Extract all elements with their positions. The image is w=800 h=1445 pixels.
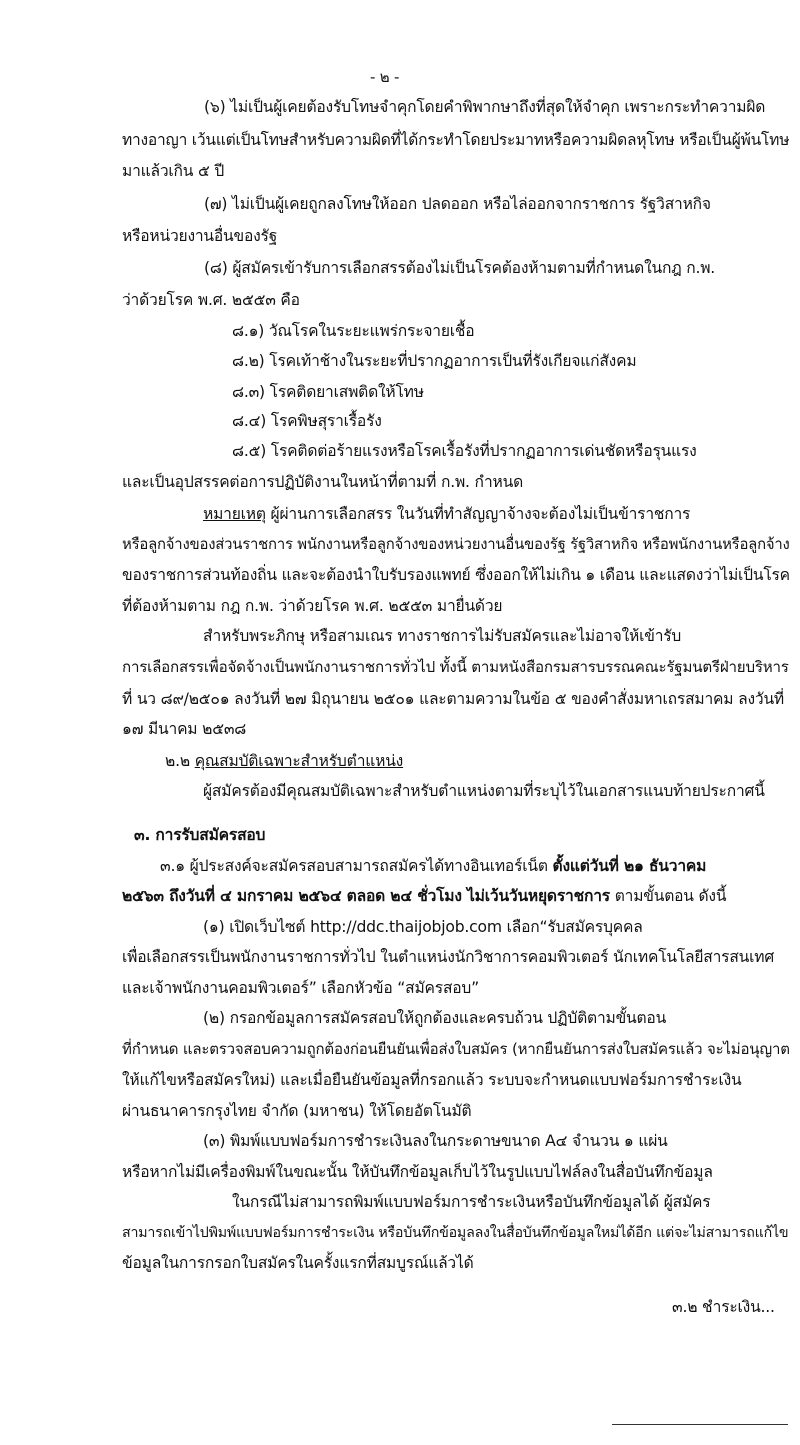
step-1-line-3: และเจ้าพนักงานคอมพิวเตอร์” เลือกหัวข้อ “สมัครสอบ” <box>122 979 480 997</box>
step-1-line-1: (๑) เปิดเว็บไซต์ http://ddc.thaijobjob.com เลือก“รับสมัครบุคคล <box>203 918 643 936</box>
monks-line-3: ที่ นว ๘๙/๒๕๐๑ ลงวันที่ ๒๗ มิถุนายน ๒๕๐๑ และตามความในข้อ ๕ ของคำสั่งมหาเถรสมาคม ลงวันที่ <box>122 690 784 708</box>
step-2-line-1: (๒) กรอกข้อมูลการสมัครสอบให้ถูกต้องและครบถ้วน ปฏิบัติตามขั้นตอน <box>203 1009 667 1027</box>
page-number: - ๒ - <box>370 68 400 86</box>
disease-continuation: และเป็นอุปสรรคต่อการปฏิบัติงานในหน้าที่ตามที่ ก.พ. กำหนด <box>122 473 524 491</box>
step-3-line-1: (๓) พิมพ์แบบฟอร์มการชำระเงินลงในกระดาษขนาด A๔ จำนวน ๑ แผ่น <box>203 1132 668 1150</box>
monks-line-2: การเลือกสรรเพื่อจัดจ้างเป็นพนักงานราชการทั่วไป ทั้งนี้ ตามหนังสือกรมสารบรรณคณะรัฐมนตรีฝ่ายบริหาร <box>122 658 789 676</box>
disease-8-4: ๘.๔) โรคพิษสุราเรื้อรัง <box>232 412 382 430</box>
continuation-marker: ๓.๒ ชำระเงิน... <box>672 1298 775 1316</box>
section-3-1-date-range: ๒๕๖๓ ถึงวันที่ ๔ มกราคม ๒๕๖๔ ตลอด ๒๔ ชั่วโมง ไม่เว้นวันหยุดราชการ <box>122 887 610 905</box>
disease-8-3: ๘.๓) โรคติดยาเสพติดให้โทษ <box>232 383 424 401</box>
qual-6-line-2: ทางอาญา เว้นแต่เป็นโทษสำหรับความผิดที่ได้กระทำโดยประมาทหรือความผิดลหุโทษ หรือเป็นผู้พ้นโทษ <box>122 131 790 149</box>
section-2-2-text: ผู้สมัครต้องมีคุณสมบัติเฉพาะสำหรับตำแหน่งตามที่ระบุไว้ในเอกสารแนบท้ายประกาศนี้ <box>203 782 765 800</box>
footer-rule <box>612 1424 788 1425</box>
qual-6-line-3: มาแล้วเกิน ๕ ปี <box>122 162 225 180</box>
fallback-line-1: ในกรณีไม่สามารถพิมพ์แบบฟอร์มการชำระเงินหรือบันทึกข้อมูลได้ ผู้สมัคร <box>232 1193 711 1211</box>
qual-6-line-1: (๖) ไม่เป็นผู้เคยต้องรับโทษจำคุกโดยคำพิพากษาถึงที่สุดให้จำคุก เพราะกระทำความผิด <box>204 98 766 116</box>
note-label: หมายเหตุ <box>203 505 266 523</box>
section-3-1-steps-intro: ตามขั้นตอน ดังนี้ <box>609 887 727 905</box>
disease-8-5: ๘.๕) โรคติดต่อร้ายแรงหรือโรคเรื้อรังที่ปรากฏอาการเด่นชัดหรือรุนแรง <box>232 442 697 460</box>
qual-7-line-1: (๗) ไม่เป็นผู้เคยถูกลงโทษให้ออก ปลดออก หรือไล่ออกจากราชการ รัฐวิสาหกิจ <box>204 195 711 213</box>
fallback-line-2: สามารถเข้าไปพิมพ์แบบฟอร์มการชำระเงิน หรือบันทึกข้อมูลลงในสื่อบันทึกข้อมูลใหม่ได้อีก แต่จะไม่สามารถแก้ไข <box>122 1225 789 1241</box>
qual-7-line-2: หรือหน่วยงานอื่นของรัฐ <box>122 227 278 245</box>
monks-line-4: ๑๗ มีนาคม ๒๕๓๘ <box>122 720 247 738</box>
note-first-text: ผู้ผ่านการเลือกสรร ในวันที่ทำสัญญาจ้างจะต้องไม่เป็นข้าราชการ <box>265 505 691 523</box>
monks-line-1: สำหรับพระภิกษุ หรือสามเณร ทางราชการไม่รับสมัครและไม่อาจให้เข้ารับ <box>203 627 682 645</box>
section-3-heading: ๓. การรับสมัครสอบ <box>134 826 266 844</box>
section-2-2-title: คุณสมบัติเฉพาะสำหรับตำแหน่ง <box>194 752 404 770</box>
section-3-1-text: ๓.๑ ผู้ประสงค์จะสมัครสอบสามารถสมัครได้ทางอินเทอร์เน็ต <box>160 857 553 875</box>
step-2-line-4: ผ่านธนาคารกรุงไทย จำกัด (มหาชน) ให้โดยอัตโนมัติ <box>122 1102 472 1120</box>
note-line-3: ของราชการส่วนท้องถิ่น และจะต้องนำใบรับรองแพทย์ ซึ่งออกให้ไม่เกิน ๑ เดือน และแสดงว่าไม่เป็นโรค <box>122 566 790 584</box>
disease-8-1: ๘.๑) วัณโรคในระยะแพร่กระจายเชื้อ <box>232 322 475 340</box>
fallback-line-3: ข้อมูลในการกรอกใบสมัครในครั้งแรกที่สมบูรณ์แล้วได้ <box>122 1254 474 1272</box>
step-1-line-2: เพื่อเลือกสรรเป็นพนักงานราชการทั่วไป ในตำแหน่งนักวิชาการคอมพิวเตอร์ นักเทคโนโลยีสารสนเทศ <box>122 948 775 966</box>
note-line-2: หรือลูกจ้างของส่วนราชการ พนักงานหรือลูกจ้างของหน่วยงานอื่นของรัฐ รัฐวิสาหกิจ หรือพนักงานหรือลูกจ้าง <box>122 535 790 553</box>
disease-8-2: ๘.๒) โรคเท้าช้างในระยะที่ปรากฏอาการเป็นที่รังเกียจแก่สังคม <box>232 352 637 370</box>
section-2-2-number: ๒.๒ <box>165 752 190 770</box>
step-3-line-2: หรือหากไม่มีเครื่องพิมพ์ในขณะนั้น ให้บันทึกข้อมูลเก็บไว้ในรูปแบบไฟล์ลงในสื่อบันทึกข้อมูล <box>122 1163 713 1181</box>
step-2-line-2: ที่กำหนด และตรวจสอบความถูกต้องก่อนยืนยันเพื่อส่งใบสมัคร (หากยืนยันการส่งใบสมัครแล้ว จะไม่อนุญาต <box>122 1040 790 1058</box>
qual-8-line-2: ว่าด้วยโรค พ.ศ. ๒๕๕๓ คือ <box>122 291 300 309</box>
note-line-1 <box>203 503 690 525</box>
section-3-1-line-2 <box>122 885 726 907</box>
section-3-1-line-1 <box>160 855 706 877</box>
note-line-4: ที่ต้องห้ามตาม กฎ ก.พ. ว่าด้วยโรค พ.ศ. ๒๕๕๓ มายื่นด้วย <box>122 597 503 615</box>
section-3-1-date-start: ตั้งแต่วันที่ ๒๑ ธันวาคม <box>552 857 707 875</box>
step-2-line-3: ให้แก้ไขหรือสมัครใหม่) และเมื่อยืนยันข้อมูลที่กรอกแล้ว ระบบจะกำหนดแบบฟอร์มการชำระเงิน <box>122 1071 742 1089</box>
section-2-2-heading <box>165 750 403 772</box>
qual-8-line-1: (๘) ผู้สมัครเข้ารับการเลือกสรรต้องไม่เป็นโรคต้องห้ามตามที่กำหนดในกฎ ก.พ. <box>204 259 716 277</box>
